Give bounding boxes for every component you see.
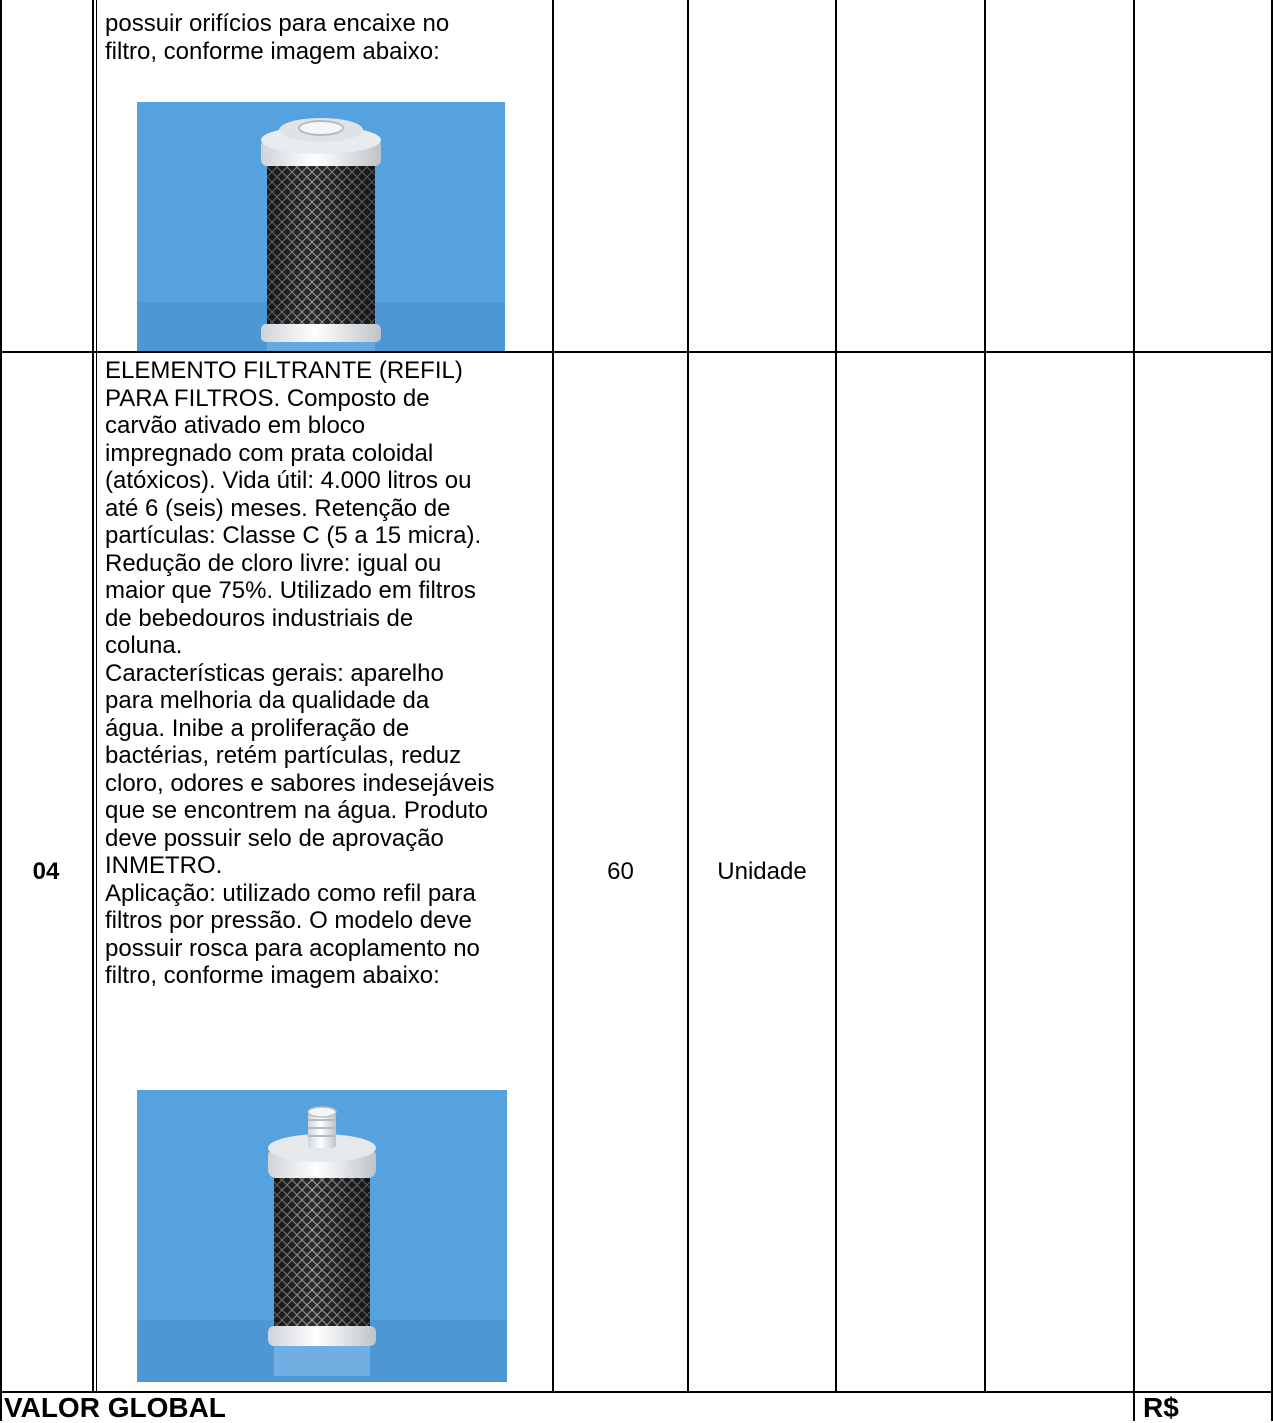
description-line: água. Inibe a proliferação de — [105, 714, 410, 742]
description-line: cloro, odores e sabores indesejáveis — [105, 769, 495, 797]
description-line: para melhoria da qualidade da — [105, 687, 430, 714]
quantity-cell: 60 — [607, 858, 634, 885]
row2-description — [105, 357, 547, 990]
description-line: partículas: Classe C (5 a 15 micra). — [105, 522, 482, 549]
description-line: Redução de cloro livre: igual ou — [105, 549, 442, 577]
col-divider-2 — [552, 0, 554, 1392]
description-line: até 6 (seis) meses. Retenção de — [105, 494, 451, 522]
description-line: bactérias, retém partículas, reduz — [105, 742, 462, 769]
description-line: de bebedouros industriais de — [105, 604, 414, 632]
description-line: filtros por pressão. O modelo deve — [105, 907, 472, 934]
col-divider-1 — [92, 0, 94, 1392]
description-line: que se encontrem na água. Produto — [105, 797, 488, 824]
col-divider-1b — [96, 0, 97, 1392]
description-line: ELEMENTO FILTRANTE (REFIL) — [105, 357, 463, 384]
description-line: PARA FILTROS. Composto de — [105, 384, 430, 412]
description-line: possuir orifícios para encaixe no — [105, 10, 450, 37]
row1-description — [105, 10, 547, 65]
description-line: possuir rosca para acoplamento no — [105, 934, 480, 962]
item-number: 04 — [32, 858, 60, 885]
col-divider-5 — [984, 0, 986, 1392]
description-line: filtro, conforme imagem abaixo: — [105, 37, 440, 65]
refil-filter-cartridge-photo — [137, 102, 505, 351]
table-border-left — [0, 0, 2, 1421]
currency-label: R$ — [1143, 1392, 1179, 1423]
unit-cell: Unidade — [717, 858, 807, 885]
description-line: Características gerais: aparelho — [105, 659, 444, 687]
row-divider-1 — [0, 351, 1273, 353]
description-line: carvão ativado em bloco — [105, 412, 366, 439]
col-divider-3 — [687, 0, 689, 1392]
description-line: impregnado com prata coloidal — [105, 439, 434, 467]
refil-filter-threaded-photo — [137, 1090, 507, 1382]
valor-global-label: VALOR GLOBAL — [4, 1392, 226, 1423]
description-line: filtro, conforme imagem abaixo: — [105, 962, 440, 989]
col-divider-4 — [835, 0, 837, 1392]
description-line: coluna. — [105, 632, 183, 659]
col-divider-6 — [1133, 0, 1135, 1421]
description-line: INMETRO. — [105, 852, 223, 879]
description-line: deve possuir selo de aprovação — [105, 824, 444, 852]
description-line: maior que 75%. Utilizado em filtros — [105, 577, 476, 604]
description-line: (atóxicos). Vida útil: 4.000 litros ou — [105, 467, 472, 494]
description-line: Aplicação: utilizado como refil para — [105, 879, 476, 907]
